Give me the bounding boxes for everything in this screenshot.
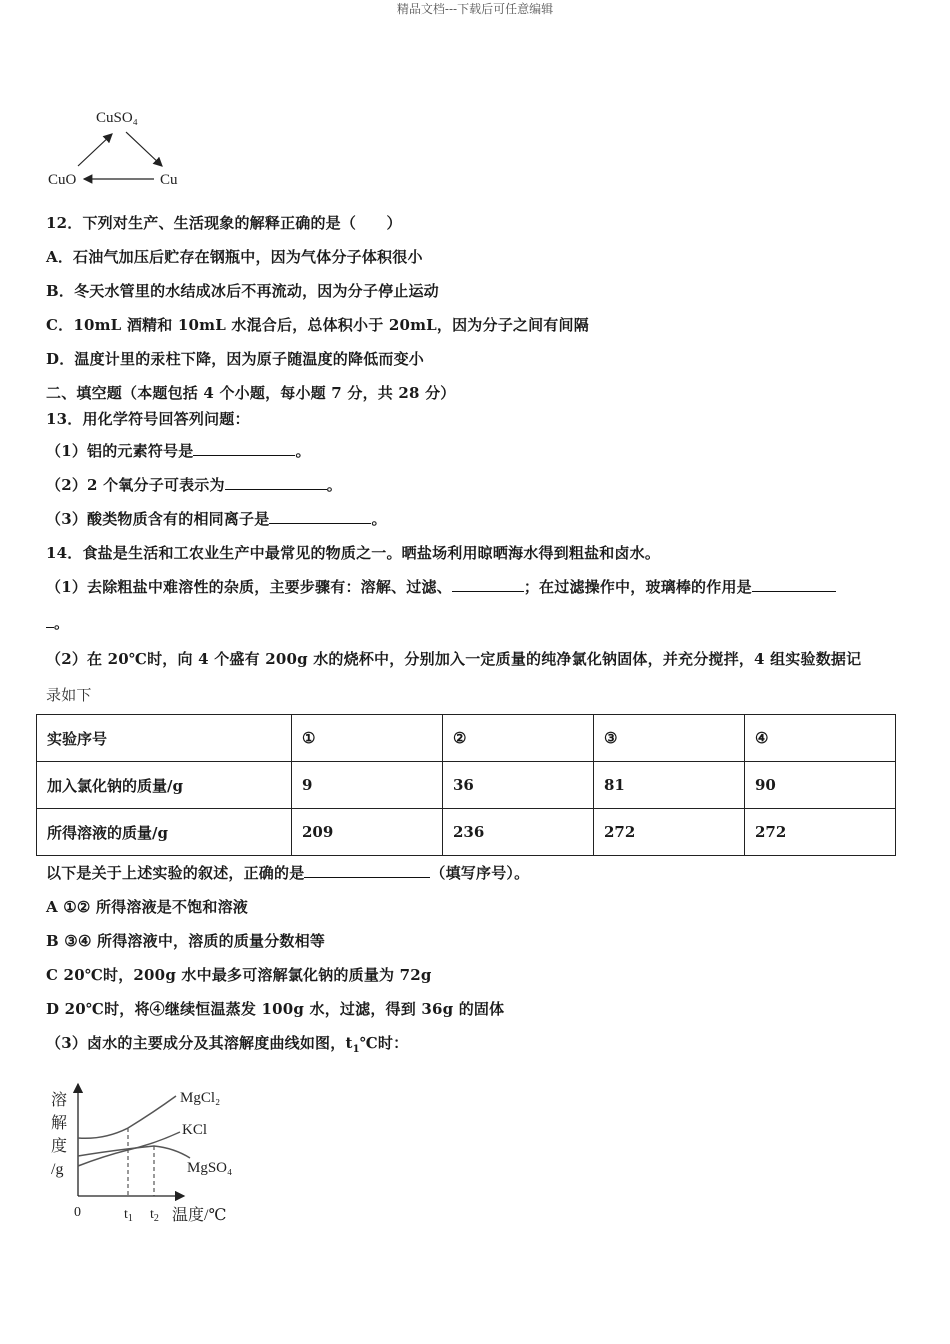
table-cell: 209 bbox=[292, 809, 443, 856]
table-cell: 272 bbox=[745, 809, 896, 856]
table-cell: ② bbox=[443, 715, 594, 762]
answer-blank[interactable] bbox=[269, 509, 371, 524]
q13-item-3: （3）酸类物质含有的相同离子是 。 bbox=[46, 510, 387, 528]
q13-item-2: （2）2 个氧分子可表示为 。 bbox=[46, 476, 342, 494]
y-label-char: 解 bbox=[51, 1115, 68, 1132]
table-row bbox=[37, 715, 896, 762]
section-title: 二、填空题（本题包括 4 个小题，每小题 7 分，共 28 分） bbox=[46, 384, 456, 402]
table-cell: 272 bbox=[594, 809, 745, 856]
tick-t1: $t_1$ bbox=[124, 1207, 133, 1224]
page-header: 精品文档---下载后可任意编辑 bbox=[396, 2, 554, 16]
table-cell: 实验序号 bbox=[37, 715, 292, 762]
answer-blank[interactable] bbox=[752, 577, 836, 592]
q14-part1: （1）去除粗盐中难溶性的杂质，主要步骤有：溶解、过滤、 ；在过滤操作中，玻璃棒的作用是 bbox=[46, 576, 836, 597]
node-cuo: CuO bbox=[48, 172, 77, 188]
table-row bbox=[37, 809, 896, 856]
q14-after-table: 以下是关于上述实验的叙述，正确的是 （填写序号）。 bbox=[46, 864, 530, 882]
curve-mgcl2 bbox=[78, 1096, 176, 1138]
q14-stem: 14．食盐是生活和工农业生产中最常见的物质之一。晒盐场利用晾晒海水得到粗盐和卤水。 bbox=[46, 544, 661, 562]
table-row bbox=[37, 762, 896, 809]
solubility-curve-figure bbox=[44, 1080, 264, 1230]
q14-part2-line1: （2）在 20℃时，向 4 个盛有 200g 水的烧杯中，分别加入一定质量的纯净氯化钠固体，并充分搅拌，4 组实验数据记 bbox=[46, 650, 862, 668]
q14-choice-b: B ③④ 所得溶液中，溶质的质量分数相等 bbox=[46, 932, 326, 950]
q14-choice-c: C 20℃时，200g 水中最多可溶解氯化钠的质量为 72g bbox=[46, 966, 432, 984]
answer-blank[interactable] bbox=[225, 475, 327, 490]
q12-option-c: C．10mL 酒精和 10mL 水混合后，总体积小于 20mL，因为分子之间有间隔 bbox=[46, 316, 589, 334]
experiment-table bbox=[36, 714, 896, 856]
q13-stem: 13．用化学符号回答列问题： bbox=[46, 410, 250, 428]
answer-blank[interactable] bbox=[46, 613, 54, 628]
table-cell: 36 bbox=[443, 762, 594, 809]
copper-cycle-diagram bbox=[40, 100, 200, 192]
q12-option-a: A．石油气加压后贮存在钢瓶中，因为气体分子体积很小 bbox=[46, 248, 423, 266]
table-cell: 所得溶液的质量/g bbox=[37, 809, 292, 856]
y-label-char: 溶 bbox=[51, 1092, 68, 1109]
curve-mgso4 bbox=[78, 1146, 190, 1158]
origin-label: 0 bbox=[74, 1205, 81, 1220]
series-label-mgso4: MgSO₄ bbox=[187, 1160, 233, 1176]
q14-part3: （3）卤水的主要成分及其溶解度曲线如图，$t_1℃$时： bbox=[46, 1034, 409, 1055]
table-cell: 236 bbox=[443, 809, 594, 856]
y-label-char: 度 bbox=[51, 1138, 68, 1155]
table-cell: ④ bbox=[745, 715, 896, 762]
arrow-cuo-to-cuso4 bbox=[78, 134, 112, 166]
table-cell: 90 bbox=[745, 762, 896, 809]
q14-part1-tail: 。 bbox=[46, 612, 69, 633]
q14-choice-a: A ①② 所得溶液是不饱和溶液 bbox=[46, 898, 248, 916]
node-cu: Cu bbox=[160, 172, 178, 188]
arrow-cuso4-to-cu bbox=[126, 132, 162, 166]
x-axis-label: 温度/℃ bbox=[172, 1207, 227, 1224]
node-cuso4: CuSO₄ bbox=[96, 110, 138, 126]
q12-option-b: B．冬天水管里的水结成冰后不再流动，因为分子停止运动 bbox=[46, 282, 439, 300]
answer-blank[interactable] bbox=[193, 441, 295, 456]
table-cell: 加入氯化钠的质量/g bbox=[37, 762, 292, 809]
table-cell: ③ bbox=[594, 715, 745, 762]
q13-item-1: （1）铝的元素符号是 。 bbox=[46, 442, 311, 460]
y-label-char: /g bbox=[51, 1161, 64, 1178]
q12-stem: 12．下列对生产、生活现象的解释正确的是（ ） bbox=[46, 214, 402, 232]
series-label-kcl: KCl bbox=[182, 1122, 208, 1138]
q12-option-d: D．温度计里的汞柱下降，因为原子随温度的降低而变小 bbox=[46, 350, 425, 368]
table-cell: 9 bbox=[292, 762, 443, 809]
q14-part2-line2: 录如下 bbox=[46, 686, 92, 704]
series-label-mgcl2: MgCl₂ bbox=[180, 1090, 221, 1106]
answer-blank[interactable] bbox=[304, 863, 430, 878]
q14-choice-d: D 20℃时，将④继续恒温蒸发 100g 水，过滤，得到 36g 的固体 bbox=[46, 1000, 505, 1018]
tick-t2: $t_2$ bbox=[150, 1207, 159, 1224]
table-cell: ① bbox=[292, 715, 443, 762]
table-cell: 81 bbox=[594, 762, 745, 809]
answer-blank[interactable] bbox=[452, 577, 524, 592]
